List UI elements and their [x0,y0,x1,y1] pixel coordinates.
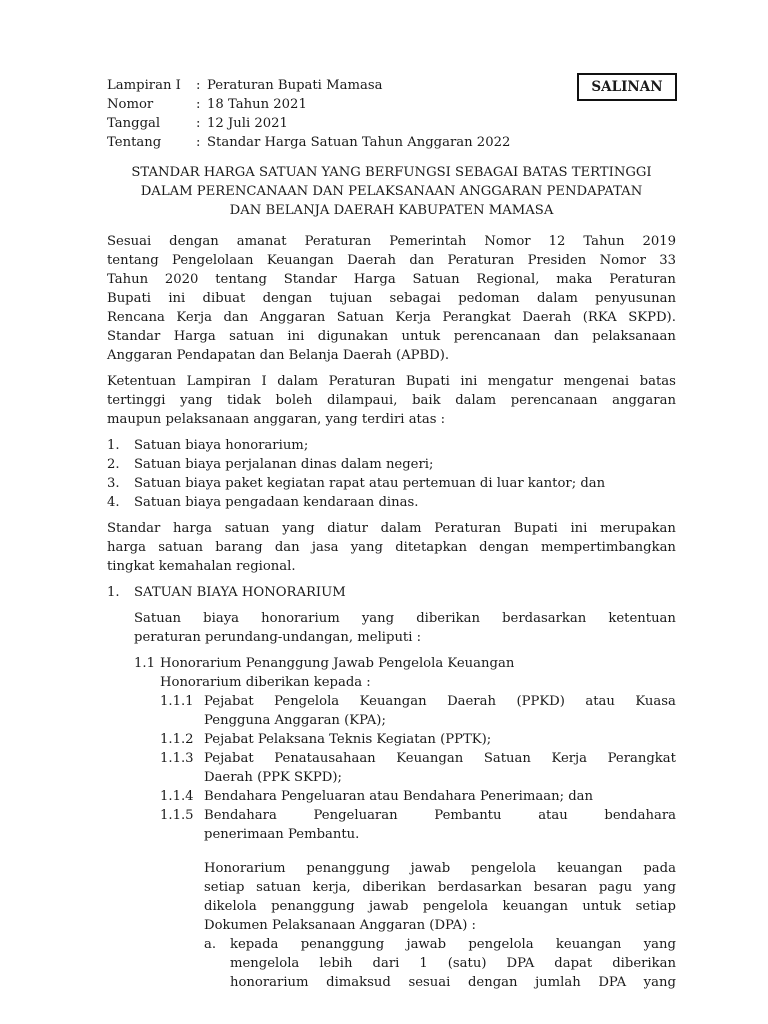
word: Presiden [527,253,587,268]
word: keuangan [557,861,623,876]
word: jasa [311,540,339,555]
word: satuan [229,329,274,344]
word: Kerja [176,310,212,325]
word: Peraturan [609,272,676,287]
word: Peraturan [304,234,372,249]
word: barang [215,540,263,555]
word: merupakan [600,521,676,536]
word: Bupati [405,374,450,389]
list-item: Satuan biaya perjalanan dinas dalam negeri; [134,457,434,472]
word: dengan [467,975,518,990]
word: Pembantu [434,808,502,823]
word: mengelola [230,956,300,971]
word: Penatausahaan [274,751,376,766]
word: pagu [598,880,633,895]
word: pada [643,861,676,876]
item-number: 1.1.1 [160,694,194,709]
word: batas [639,374,676,389]
word: Keuangan [359,694,427,709]
word: ini [570,521,588,536]
header-value-nomor: 18 Tahun 2021 [207,97,307,112]
item-line: Bendahara Pengeluaran atau Bendahara Penerimaan; dan [204,789,594,804]
header-label-nomor: Nomor [107,97,154,112]
word: baik [412,393,441,408]
title-line: DALAM PERENCANAAN DAN PELAKSANAAN ANGGARAN PENDAPATAN [140,184,643,199]
paragraph-line [107,270,676,289]
word: dengan [262,291,313,306]
word: setiap [635,899,676,914]
word: dimaksud [326,975,391,990]
title-line: STANDAR HARGA SATUAN YANG BERFUNGSI SEBAGAI BATAS TERTINGGI [131,165,652,180]
word: kerja, [312,880,351,895]
word: pelaksanaan [592,329,676,344]
word: Regional, [476,272,540,287]
item-number: 1.1.4 [160,789,194,804]
word: keuangan [555,937,622,952]
word: pengelola [468,937,534,952]
word: dan [223,310,249,325]
word: Keuangan [396,751,464,766]
word: yang [361,611,395,626]
word: Satuan [134,611,182,626]
word: diberikan [612,956,676,971]
word: mengenai [563,374,630,389]
word: satuan [224,521,270,536]
word: yang [282,521,315,536]
paragraph-line: peraturan perundang-undangan, meliputi : [134,630,422,645]
word: DPA [506,956,535,971]
word: maka [556,272,593,287]
word: penanggung [300,937,385,952]
word: Honorarium [204,861,286,876]
paragraph-line [204,897,676,916]
header-value-tanggal: 12 Juli 2021 [207,116,288,131]
word: Perangkat [442,310,511,325]
word: dan [274,540,300,555]
word: ditetapkan [395,540,467,555]
word: Standar [107,521,161,536]
word: tentang [107,253,159,268]
word: dapat [554,956,593,971]
paragraph-line [107,289,676,308]
word: pengelola [471,861,537,876]
item-line: Pengguna Anggaran (KPA); [204,713,386,728]
subsection-title: Honorarium Penanggung Jawab Pengelola Keuangan [160,656,515,671]
list-item: Satuan biaya paket kegiatan rapat atau pertemuan di luar kantor; dan [134,476,606,491]
paragraph-line [107,519,676,538]
word: Anggaran [259,310,326,325]
word: berdasarkan [502,611,587,626]
item-letter: a. [204,937,217,952]
word: atau [585,694,615,709]
word: Peraturan [328,374,396,389]
word: Satuan [412,272,460,287]
word: sesuai [408,975,451,990]
header-colon: : [196,135,201,150]
list-item: Satuan biaya honorarium; [134,438,309,453]
word: Bendahara [204,808,277,823]
word: Standar [107,329,161,344]
item-line: Pejabat Pelaksana Teknis Kegiatan (PPTK); [204,732,492,747]
word: berdasarkan [437,880,522,895]
word: tidak [227,393,261,408]
paragraph-line [107,372,676,391]
header-label-tentang: Tentang [107,135,162,150]
word: Daerah [347,253,397,268]
word: DPA [598,975,627,990]
word: tentang [215,272,267,287]
word: Satuan [483,751,531,766]
word: yang [180,393,213,408]
word: yang [643,975,676,990]
word: Kuasa [635,694,676,709]
list-number: 4. [107,495,120,510]
item-line [230,935,676,954]
word: mengatur [487,374,554,389]
word: Harga [173,329,216,344]
word: Lampiran [186,374,252,389]
header-label-lampiran: Lampiran I [107,78,181,93]
word: pedoman [458,291,520,306]
word: tujuan [329,291,373,306]
word: Ketentuan [107,374,177,389]
word: 2019 [642,234,676,249]
word: Pengeluaran [313,808,398,823]
paragraph-line: Anggaran Pendapatan dan Belanja Daerah (APBD). [107,348,450,363]
subsection-number: 1.1 [134,656,155,671]
word: Keuangan [266,253,334,268]
header-value-lampiran: Peraturan Bupati Mamasa [207,78,383,93]
paragraph-line [107,327,676,346]
word: satuan [158,540,203,555]
word: Peraturan [447,253,515,268]
word: dengan [479,540,529,555]
word: (RKA [582,310,617,325]
word: Daerah [522,310,572,325]
word: digunakan [317,329,389,344]
word: diberikan [416,611,480,626]
word: bendahara [604,808,676,823]
word: Bupati [107,291,152,306]
word: penanggung [271,899,355,914]
word: Pemerintah [389,234,467,249]
word: 1 [419,956,428,971]
section-number: 1. [107,585,120,600]
word: dalam [536,291,578,306]
list-number: 1. [107,438,120,453]
word: I [261,374,267,389]
item-number: 1.1.5 [160,808,194,823]
list-number: 2. [107,457,120,472]
paragraph-line [204,859,676,878]
header-colon: : [196,97,201,112]
item-line [204,692,676,711]
word: lebih [319,956,353,971]
word: penanggung [306,861,390,876]
word: jawab [410,861,451,876]
word: Satuan [336,310,384,325]
word: dengan [169,234,219,249]
word: diatur [327,521,368,536]
word: 2020 [164,272,199,287]
word: harga [173,521,213,536]
word: dalam [277,374,319,389]
word: pengelola [422,899,489,914]
word: biaya [203,611,240,626]
paragraph-line [107,391,676,410]
word: SKPD). [628,310,676,325]
item-line [230,973,676,992]
item-line [204,749,676,768]
word: tertinggi [107,393,166,408]
word: (PPKD) [516,694,565,709]
header-colon: : [196,116,201,131]
word: dari [372,956,400,971]
paragraph-line [107,538,676,557]
item-line: penerimaan Pembantu. [204,827,360,842]
word: 12 [548,234,566,249]
list-number: 3. [107,476,120,491]
word: Rencana [107,310,165,325]
word: Sesuai [107,234,152,249]
word: Nomor [484,234,531,249]
paragraph-line: Dokumen Pelaksanaan Anggaran (DPA) : [204,918,476,933]
word: Bupati [513,521,558,536]
word: harga [107,540,146,555]
word: untuk [582,899,622,914]
paragraph-line [107,251,676,270]
section-title: SATUAN BIAYA HONORARIUM [134,585,346,600]
word: keuangan [502,899,568,914]
word: sebagai [389,291,441,306]
word: Pengelola [274,694,340,709]
word: Pejabat [204,751,254,766]
subsection-note: Honorarium diberikan kepada : [160,675,371,690]
word: perencanaan [510,393,598,408]
word: ini [460,374,478,389]
word: dan [553,329,579,344]
word: Kerja [395,310,431,325]
paragraph-line [107,308,676,327]
word: Tahun [583,234,625,249]
word: penyusunan [595,291,676,306]
word: jawab [406,937,447,952]
word: Tahun [107,272,149,287]
word: Perangkat [607,751,676,766]
word: setiap [204,880,245,895]
word: dalam [380,521,422,536]
word: Pengelolaan [172,253,254,268]
word: dan [409,253,435,268]
word: satuan [256,880,301,895]
title-line: DAN BELANJA DAERAH KABUPATEN MAMASA [229,203,554,218]
word: jawab [368,899,409,914]
header-colon: : [196,78,201,93]
word: 33 [659,253,676,268]
word: honorarium [230,975,309,990]
word: Kerja [551,751,588,766]
word: mempertimbangkan [540,540,676,555]
paragraph-line: tingkat kemahalan regional. [107,559,296,574]
item-line [230,954,676,973]
word: amanat [236,234,287,249]
word: Standar [283,272,337,287]
salinan-stamp: SALINAN [577,73,677,101]
word: dilampaui, [327,393,398,408]
word: diberikan [362,880,427,895]
word: dikelola [204,899,257,914]
word: Peraturan [434,521,501,536]
word: ini [168,291,186,306]
word: ketentuan [608,611,676,626]
word: Nomor [599,253,646,268]
header-label-tanggal: Tanggal [107,116,161,131]
item-line [204,806,676,825]
word: yang [643,937,676,952]
word: jumlah [535,975,581,990]
paragraph-line [204,878,676,897]
word: yang [643,880,676,895]
word: honorarium [261,611,340,626]
word: dibuat [202,291,246,306]
word: Harga [353,272,396,287]
word: Pejabat [204,694,254,709]
word: yang [350,540,383,555]
word: untuk [401,329,441,344]
paragraph-line: maupun pelaksanaan anggaran, yang terdiri atas : [107,412,446,427]
list-item: Satuan biaya pengadaan kendaraan dinas. [134,495,419,510]
word: Daerah [447,694,496,709]
header-value-tentang: Standar Harga Satuan Tahun Anggaran 2022 [207,135,511,150]
word: boleh [275,393,313,408]
word: (satu) [447,956,487,971]
word: besaran [533,880,588,895]
item-number: 1.1.3 [160,751,194,766]
word: ini [287,329,305,344]
word: anggaran [612,393,676,408]
word: kepada [230,937,279,952]
word: atau [538,808,568,823]
word: perencanaan [453,329,541,344]
paragraph-line [107,232,676,251]
word: dalam [455,393,497,408]
paragraph-line [134,609,676,628]
item-line: Daerah (PPK SKPD); [204,770,342,785]
item-number: 1.1.2 [160,732,194,747]
